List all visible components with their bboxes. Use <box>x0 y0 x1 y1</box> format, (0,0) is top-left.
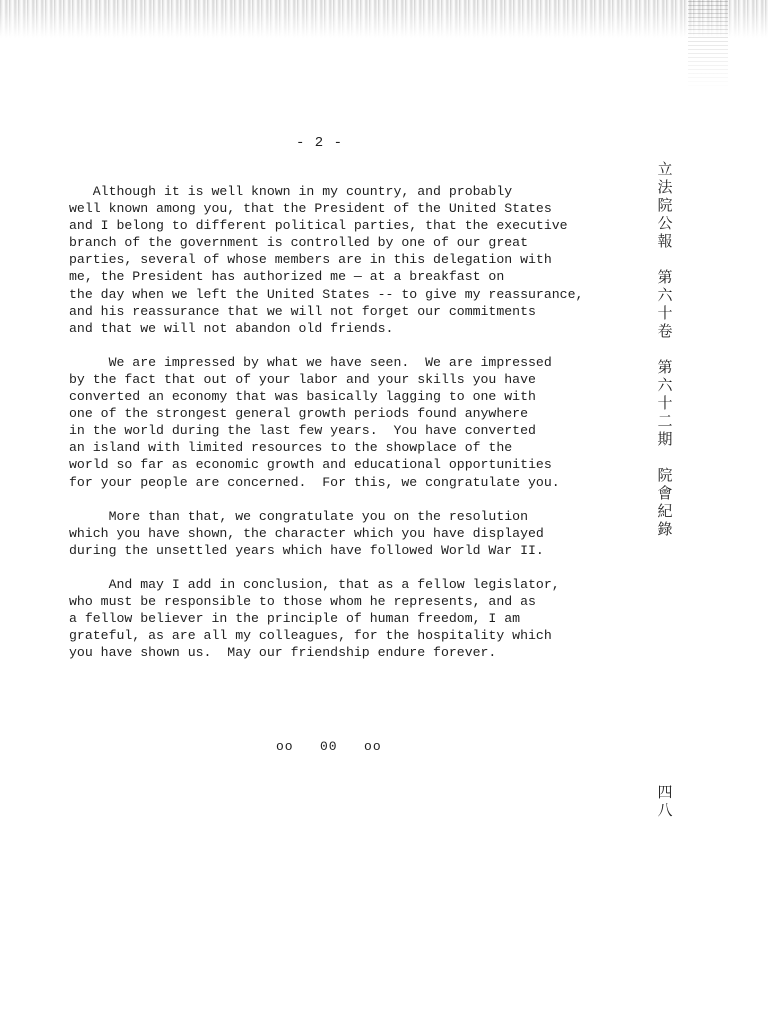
vertical-char: 四 <box>657 783 673 801</box>
vertical-char: 會 <box>657 484 673 502</box>
text-line: Although it is well known in my country, and probably <box>69 184 513 199</box>
section-label <box>654 466 676 538</box>
text-line: who must be responsible to those whom he represents, and as <box>69 593 536 609</box>
text-line: and his reassurance that we will not forget our commitments <box>69 303 536 319</box>
vertical-char: 第 <box>657 358 673 376</box>
end-mark: oo 00 oo <box>276 739 382 754</box>
text-line: grateful, as are all my colleagues, for the hospitality which <box>69 628 552 644</box>
vertical-char: 十 <box>657 394 673 412</box>
text-line: me, the President has authorized me — at a breakfast on <box>69 269 505 285</box>
margin-header-vertical <box>654 160 676 538</box>
text-line: and that we will not abandon old friends. <box>69 320 394 336</box>
issue-label <box>654 358 676 448</box>
text-line: and I belong to different political parties, that the executive <box>69 218 568 234</box>
vertical-char: 八 <box>657 801 673 819</box>
volume-label <box>654 268 676 340</box>
text-line: one of the strongest general growth periods found anywhere <box>69 406 528 422</box>
text-line: a fellow believer in the principle of human freedom, I am <box>69 611 521 627</box>
paragraph-3 <box>69 508 644 559</box>
text-line: well known among you, that the President of the United States <box>69 201 552 217</box>
vertical-char: 第 <box>657 268 673 286</box>
vertical-char: 報 <box>657 232 673 250</box>
vertical-char: 卷 <box>657 322 673 340</box>
vertical-char: 期 <box>657 430 673 448</box>
vertical-char: 法 <box>657 178 673 196</box>
vertical-char: 錄 <box>657 520 673 538</box>
text-line: converted an economy that was basically lagging to one with <box>69 389 536 405</box>
text-line: More than that, we congratulate you on the resolution <box>69 508 528 524</box>
page-number: - 2 - <box>296 135 344 151</box>
document-body <box>69 183 644 678</box>
text-line: the day when we left the United States -- to give my reassurance, <box>69 286 584 302</box>
scan-noise-right <box>688 0 728 90</box>
text-line: an island with limited resources to the showplace of the <box>69 440 513 456</box>
text-line: parties, several of whose members are in this delegation with <box>69 252 552 268</box>
vertical-char: 公 <box>657 214 673 232</box>
text-line: branch of the government is controlled by one of our great <box>69 235 528 251</box>
text-line: in the world during the last few years. You have converted <box>69 423 536 439</box>
paragraph-4 <box>69 576 644 661</box>
text-line: during the unsettled years which have followed World War II. <box>69 542 544 558</box>
text-line: world so far as economic growth and educational opportunities <box>69 457 552 473</box>
vertical-char: 二 <box>657 412 673 430</box>
vertical-char: 六 <box>657 286 673 304</box>
paragraph-2 <box>69 354 644 491</box>
text-line: for your people are concerned. For this, we congratulate you. <box>69 474 560 490</box>
text-line: And may I add in conclusion, that as a fellow legislator, <box>69 576 560 592</box>
vertical-char: 院 <box>657 196 673 214</box>
paragraph-1 <box>69 183 644 337</box>
vertical-char: 六 <box>657 376 673 394</box>
margin-page-number <box>654 783 676 819</box>
vertical-char: 十 <box>657 304 673 322</box>
vertical-char: 院 <box>657 466 673 484</box>
vertical-char: 紀 <box>657 502 673 520</box>
text-line: you have shown us. May our friendship endure forever. <box>69 645 497 661</box>
text-line: by the fact that out of your labor and your skills you have <box>69 371 536 387</box>
text-line: We are impressed by what we have seen. We are impressed <box>69 354 552 370</box>
vertical-char: 立 <box>657 160 673 178</box>
text-line: which you have shown, the character which you have displayed <box>69 525 544 541</box>
publication-title <box>654 160 676 250</box>
scan-noise-top <box>0 0 768 40</box>
